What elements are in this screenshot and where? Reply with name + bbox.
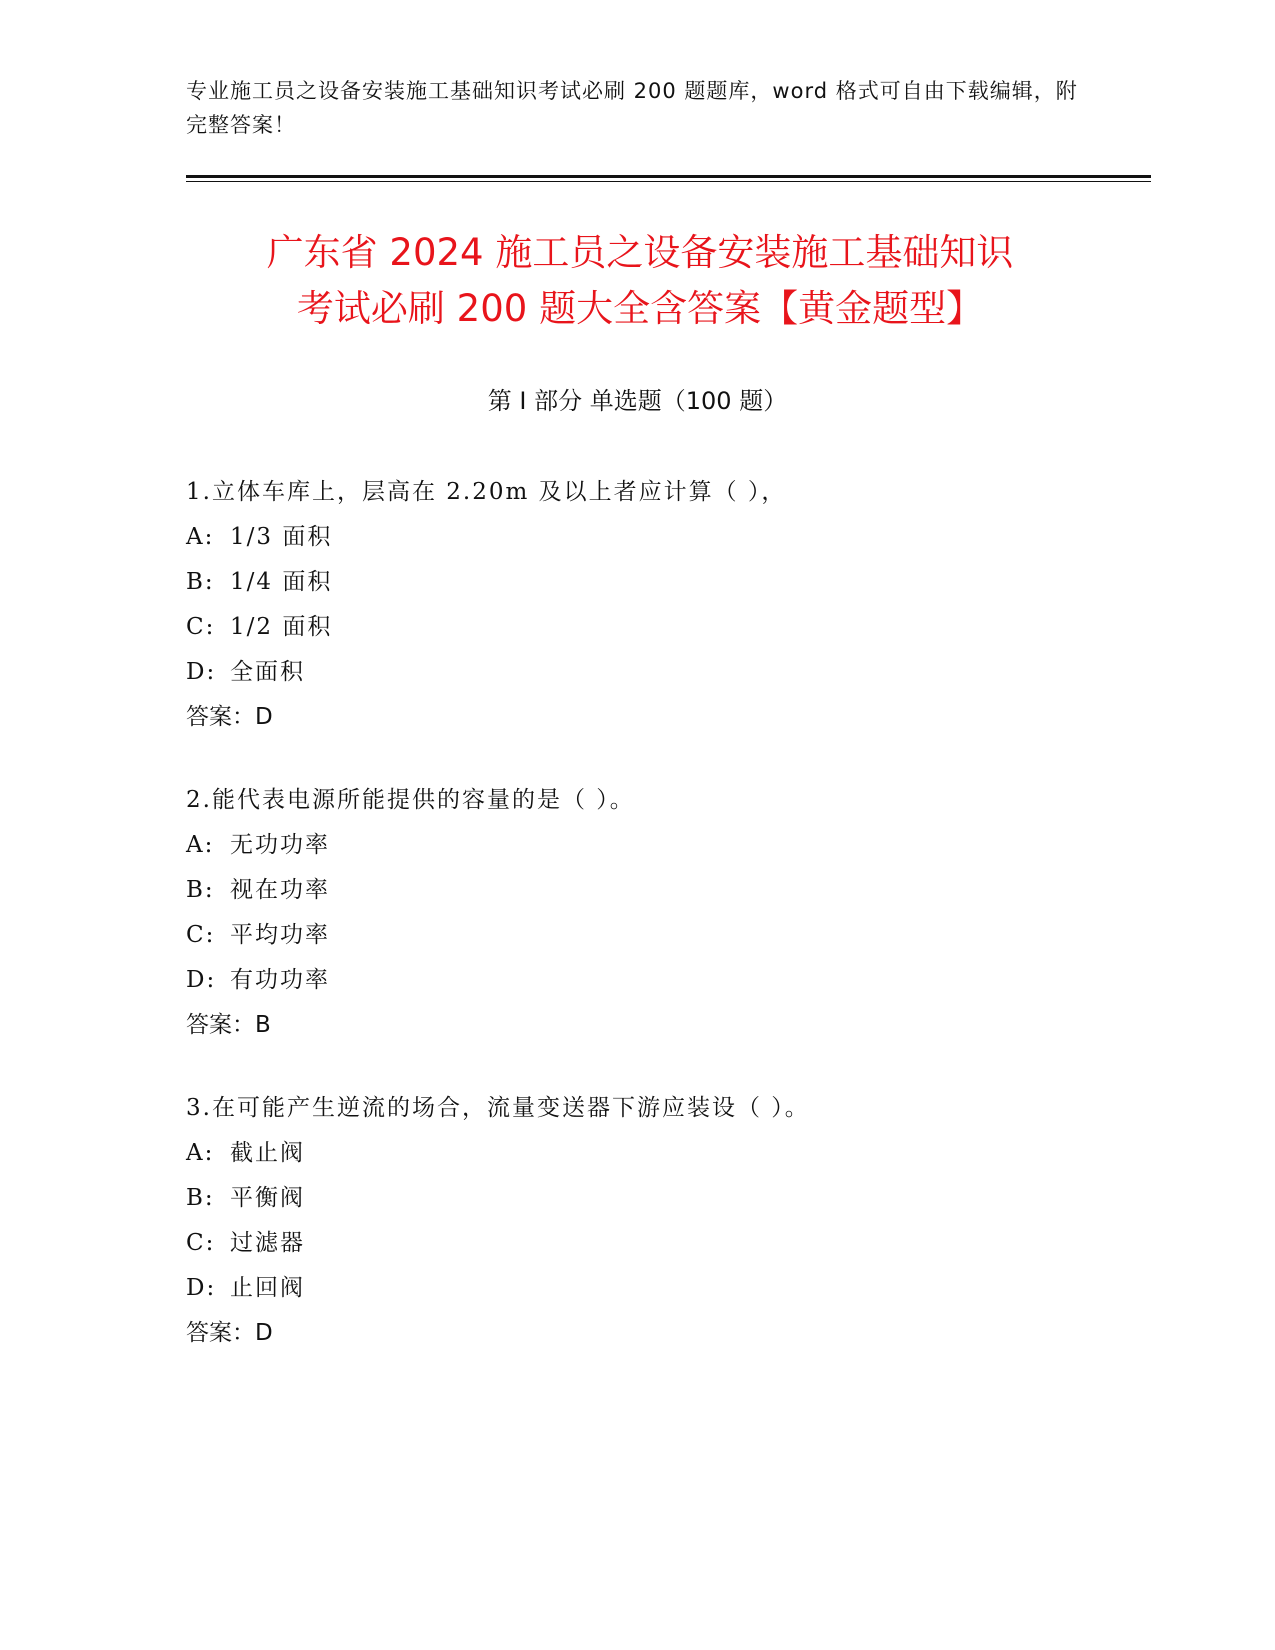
option-d [186,1266,1146,1311]
option-text: 无功功率 [230,832,330,858]
question-stem: 1.立体车库上，层高在 2.20m 及以上者应计算（ ）， [186,479,787,505]
document-title-line-2: 考试必刷 200 题大全含答案【黄金题型】 [296,287,984,330]
option-text: 1/3 面积 [230,524,333,550]
option-text: 截止阀 [230,1140,305,1166]
option-text: 1/2 面积 [230,614,333,640]
question-stem: 2.能代表电源所能提供的容量的是（ ）。 [186,787,635,813]
option-a [186,823,1146,868]
option-b [186,1176,1146,1221]
option-c [186,605,1146,650]
option-text: 全面积 [230,659,305,685]
option-letter: B: [186,1185,215,1211]
answer: 答案：D [186,1320,273,1346]
option-letter: A: [186,832,215,858]
option-letter: D: [186,967,217,993]
option-c [186,913,1146,958]
header-divider-thick [186,175,1151,178]
question-3 [186,1086,1146,1356]
question-list [186,470,1146,1394]
option-b [186,868,1146,913]
section-title: 第 I 部分 单选题（100 题） [487,387,788,415]
header-note: 专业施工员之设备安装施工基础知识考试必刷 200 题题库，word 格式可自由下载编辑，附完整答案！ [186,79,1078,137]
option-letter: C: [186,922,216,948]
question-stem: 3.在可能产生逆流的场合，流量变送器下游应装设（ ）。 [186,1095,810,1121]
option-letter: B: [186,877,215,903]
document-title [150,225,1130,337]
header-divider-thin [186,181,1151,182]
option-b [186,560,1146,605]
option-text: 有功功率 [230,967,330,993]
option-letter: A: [186,1140,215,1166]
answer: 答案：B [186,1012,271,1038]
option-letter: C: [186,1230,216,1256]
option-text: 平均功率 [230,922,330,948]
option-letter: D: [186,659,217,685]
question-2 [186,778,1146,1048]
option-text: 1/4 面积 [230,569,333,595]
option-letter: C: [186,614,216,640]
option-letter: B: [186,569,215,595]
document-title-line-1: 广东省 2024 施工员之设备安装施工基础知识 [266,231,1014,274]
question-1 [186,470,1146,740]
option-text: 视在功率 [230,877,330,903]
option-text: 止回阀 [230,1275,305,1301]
option-text: 过滤器 [230,1230,305,1256]
option-a [186,1131,1146,1176]
answer: 答案：D [186,704,273,730]
option-letter: D: [186,1275,217,1301]
option-text: 平衡阀 [230,1185,305,1211]
option-d [186,650,1146,695]
option-d [186,958,1146,1003]
option-c [186,1221,1146,1266]
option-letter: A: [186,524,215,550]
option-a [186,515,1146,560]
